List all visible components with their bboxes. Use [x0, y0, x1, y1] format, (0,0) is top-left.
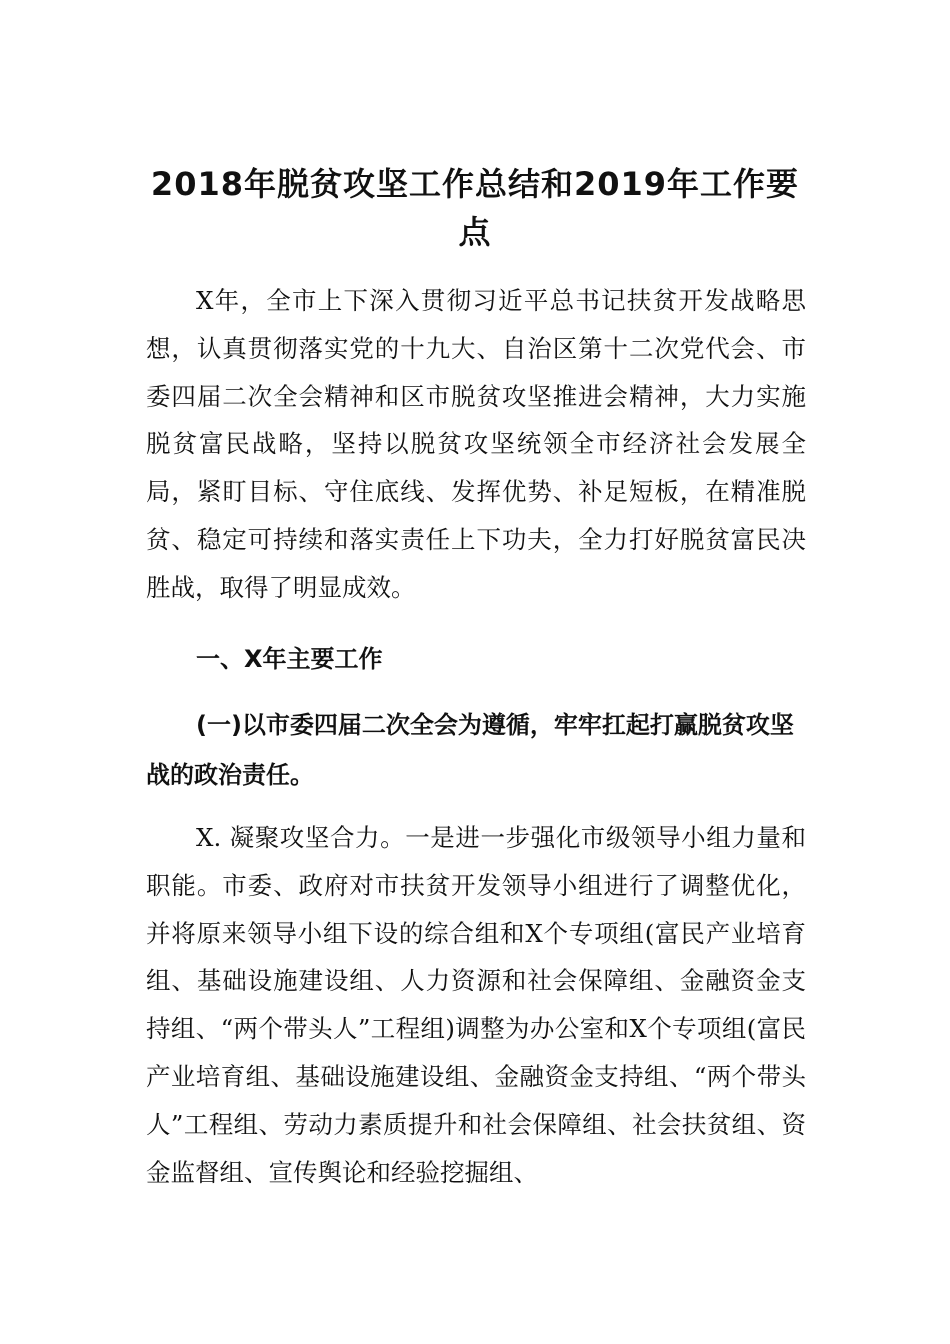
subsection-heading: (一)以市委四届二次全会为遵循，牢牢扛起打赢脱贫攻坚战的政治责任。	[146, 711, 794, 789]
paragraph-body: X. 凝聚攻坚合力。一是进一步强化市级领导小组力量和职能。市委、政府对市扶贫开发领导小组进行了调整优化，并将原来领导小组下设的综合组和X个专项组(富民产业培育组、基础设施建设组、人力资源和社会保障组、金融资金支持组、“两个带头人”工程组)调整为办公室和X个专项组(富民产业培育组、基础设施建设组、金融资金支持组、“两个带头人”工程组、劳动力素质提升和社会保障组、社会扶贫组、资金监督组、宣传舆论和经验挖掘组、	[146, 823, 806, 1187]
paragraph-intro: X年，全市上下深入贯彻习近平总书记扶贫开发战略思想，认真贯彻落实党的十九大、自治区第十二次党代会、市委四届二次全会精神和区市脱贫攻坚推进会精神，大力实施脱贫富民战略，坚持以脱贫攻坚统领全市经济社会发展全局，紧盯目标、守住底线、发挥优势、补足短板，在精准脱贫、稳定可持续和落实责任上下功夫，全力打好脱贫富民决胜战，取得了明显成效。	[146, 286, 806, 602]
section-heading: 一、X年主要工作	[196, 645, 383, 673]
document-title: 2018年脱贫攻坚工作总结和2019年工作要点	[150, 165, 800, 251]
